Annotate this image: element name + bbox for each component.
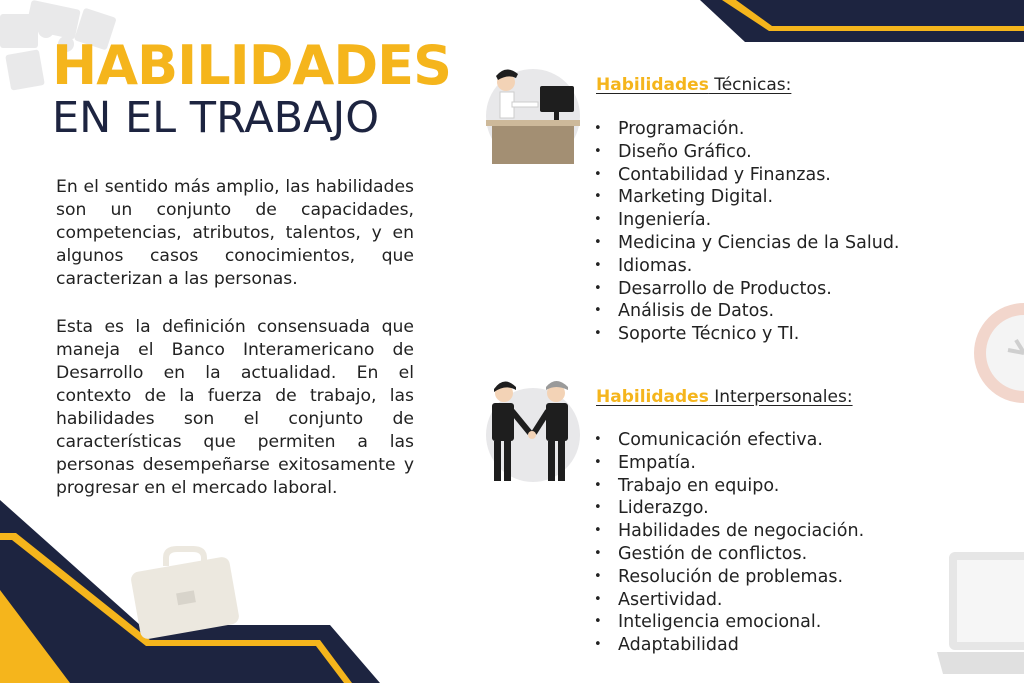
list-item: • Contabilidad y Finanzas. [592,164,900,187]
interpersonal-title-rest: Interpersonales: [708,387,853,407]
list-item: • Inteligencia emocional. [592,611,864,634]
list-item: • Gestión de conflictos. [592,543,864,566]
handshake-illustration [478,375,588,485]
list-item: • Trabajo en equipo. [592,475,864,498]
list-item: • Medicina y Ciencias de la Salud. [592,232,900,255]
interpersonal-skills-title [596,387,853,407]
list-item: • Asertividad. [592,589,864,612]
list-item: • Adaptabilidad [592,634,864,657]
list-item: • Ingeniería. [592,209,900,232]
list-item: • Programación. [592,118,900,141]
list-item: • Diseño Gráfico. [592,141,900,164]
list-item: • Liderazgo. [592,497,864,520]
office-worker-illustration [478,58,588,168]
interpersonal-skills-list [592,429,864,657]
list-item: • Idiomas. [592,255,900,278]
technical-title-accent: Habilidades [596,75,709,95]
technical-skills-title [596,75,791,95]
list-item: • Habilidades de negociación. [592,520,864,543]
intro-paragraph-2: Esta es la definición consensuada que maneja el Banco Interamericano de Desarrollo en la actualidad. En el contexto de la fuerza de trabajo, las habilidades son el conjunto de características que permiten a las personas desempeñarse exitosamente y progresar en el mercado laboral. [56,317,414,498]
clock-icon [960,298,1024,408]
list-item: • Soporte Técnico y TI. [592,323,900,346]
list-item: • Desarrollo de Productos. [592,278,900,301]
list-item: • Resolución de problemas. [592,566,864,589]
page-title: HABILIDADES [52,34,451,97]
page-subtitle: EN EL TRABAJO [52,93,380,143]
list-item: • Comunicación efectiva. [592,429,864,452]
list-item: • Análisis de Datos. [592,300,900,323]
list-item: • Marketing Digital. [592,186,900,209]
interpersonal-title-accent: Habilidades [596,387,709,407]
laptop-icon [935,548,1024,683]
briefcase-icon [125,540,245,640]
technical-skills-list [592,118,900,346]
technical-title-rest: Técnicas: [708,75,792,95]
intro-paragraph-1: En el sentido más amplio, las habilidades son un conjunto de capacidades, competencias, atributos, talentos, y en algunos casos conocimientos, que caracterizan a las personas. [56,177,414,289]
list-item: • Empatía. [592,452,864,475]
